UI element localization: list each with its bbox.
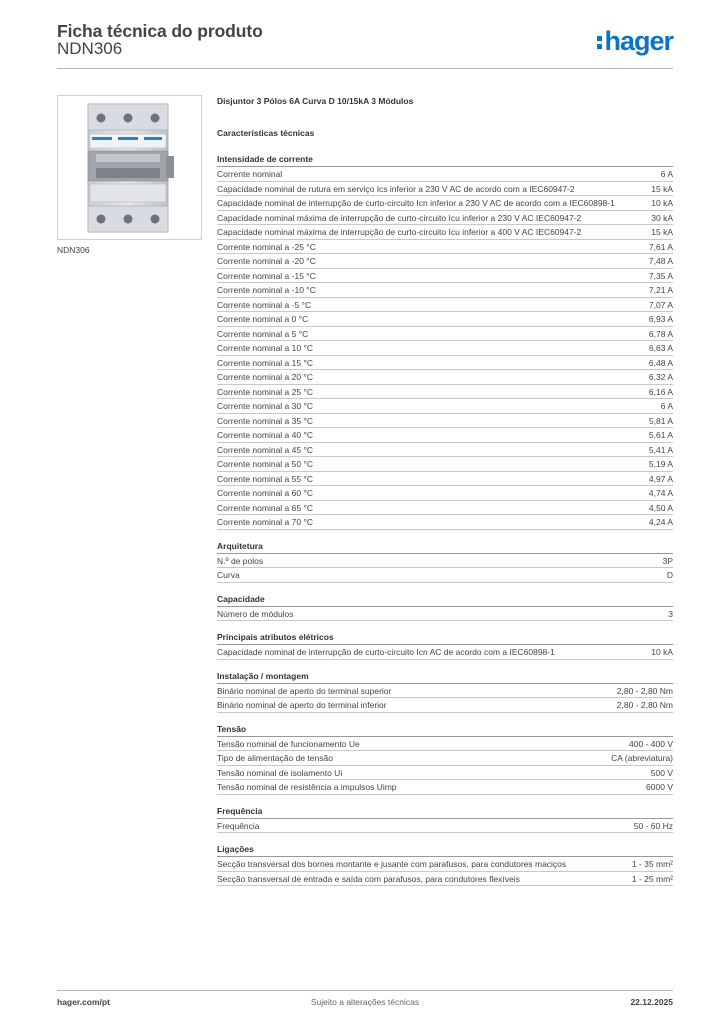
- product-code: NDN306: [57, 39, 123, 58]
- spec-label: Curva: [217, 570, 240, 580]
- spec-row: [217, 182, 673, 197]
- section-title: Capacidade: [217, 594, 673, 607]
- spec-value: D: [666, 570, 673, 580]
- spec-value: 400 - 400 V: [629, 738, 673, 749]
- spec-value: 2,80 - 2,80 Nm: [616, 700, 673, 710]
- spec-label: Tensão nominal de funcionamento Ue: [217, 738, 360, 749]
- spec-value: 6,93 A: [648, 314, 673, 324]
- spec-label: Capacidade nominal de interrupção de curto-circuito Icn inferior a 230 V AC de acordo com a IEC60898-1: [217, 198, 615, 208]
- doc-title: Ficha técnica do produto: [57, 21, 263, 41]
- spec-label: Capacidade nominal de interrupção de curto-circuito Icn AC de acordo com a IEC60898-1: [217, 647, 555, 657]
- spec-label: Capacidade nominal de rutura em serviço Ics inferior a 230 V AC de acordo com a IEC60947-2: [217, 183, 575, 194]
- spec-label: Corrente nominal a 60 °C: [217, 488, 314, 498]
- spec-value: 5,41 A: [648, 444, 673, 455]
- spec-label: Corrente nominal a 65 °C: [217, 502, 314, 513]
- spec-value: 6,63 A: [648, 343, 673, 353]
- spec-value: 15 kA: [651, 227, 673, 237]
- spec-row: [217, 472, 673, 487]
- spec-label: Corrente nominal a 0 °C: [217, 314, 309, 324]
- spec-row: [217, 645, 673, 660]
- spec-label: Corrente nominal a 35 °C: [217, 415, 314, 426]
- spec-label: Binário nominal de aperto do terminal inferior: [217, 700, 387, 710]
- spec-row: [217, 399, 673, 414]
- spec-sections: [217, 154, 673, 886]
- spec-row: [217, 443, 673, 458]
- spec-label: N.º de polos: [217, 555, 264, 566]
- spec-label: Corrente nominal a -20 °C: [217, 256, 316, 266]
- spec-value: 4,74 A: [648, 488, 673, 498]
- spec-row: [217, 554, 673, 569]
- circuit-breaker-icon: [58, 96, 201, 239]
- spec-row: [217, 819, 673, 834]
- spec-label: Capacidade nominal máxima de interrupção de curto-circuito Icu inferior a 230 V AC IEC60947-2: [217, 212, 582, 223]
- spec-row: [217, 254, 673, 269]
- spec-row: [217, 607, 673, 622]
- spec-row: [217, 780, 673, 795]
- spec-value: 50 - 60 Hz: [633, 820, 673, 831]
- spec-label: Número de módulos: [217, 608, 294, 619]
- spec-value: 3: [668, 608, 673, 619]
- spec-row: [217, 872, 673, 887]
- spec-value: 6,78 A: [648, 328, 673, 339]
- footer-website[interactable]: hager.com/pt: [57, 997, 110, 1007]
- spec-row: [217, 341, 673, 356]
- section-title: Arquitetura: [217, 541, 673, 554]
- spec-row: [217, 240, 673, 255]
- spec-label: Corrente nominal: [217, 169, 283, 179]
- spec-row: [217, 766, 673, 781]
- spec-value: 7,61 A: [648, 241, 673, 252]
- spec-row: [217, 269, 673, 284]
- spec-row: [217, 385, 673, 400]
- spec-label: Tensão nominal de resistência a impulsos Uimp: [217, 782, 397, 792]
- spec-value: 6 A: [660, 401, 673, 411]
- spec-row: [217, 751, 673, 766]
- spec-label: Tipo de alimentação de tensão: [217, 753, 333, 763]
- spec-row: [217, 501, 673, 516]
- spec-row: [217, 167, 673, 182]
- spec-label: Corrente nominal a 25 °C: [217, 386, 314, 397]
- spec-label: Corrente nominal a 45 °C: [217, 444, 314, 455]
- spec-value: 10 kA: [651, 647, 673, 657]
- section-title: Frequência: [217, 806, 673, 819]
- spec-label: Corrente nominal a 40 °C: [217, 430, 314, 440]
- spec-section: [217, 594, 673, 622]
- spec-value: 6 A: [660, 169, 673, 179]
- spec-value: 2,80 - 2,80 Nm: [616, 685, 673, 696]
- spec-label: Corrente nominal a 5 °C: [217, 328, 309, 339]
- page-header: [57, 20, 673, 70]
- spec-label: Corrente nominal a -5 °C: [217, 299, 312, 310]
- spec-section: [217, 632, 673, 660]
- spec-label: Tensão nominal de isolamento Ui: [217, 767, 343, 778]
- footer-date: 22.12.2025: [630, 997, 673, 1007]
- spec-row: [217, 283, 673, 298]
- spec-section: [217, 844, 673, 886]
- spec-label: Capacidade nominal máxima de interrupção de curto-circuito Icu inferior a 400 V AC IEC60947-2: [217, 227, 582, 237]
- spec-label: Corrente nominal a 55 °C: [217, 473, 314, 484]
- spec-row: [217, 327, 673, 342]
- spec-row: [217, 414, 673, 429]
- spec-section: [217, 154, 673, 530]
- product-image: [57, 95, 202, 240]
- section-title: Principais atributos elétricos: [217, 632, 673, 645]
- spec-row: [217, 857, 673, 872]
- spec-row: [217, 211, 673, 226]
- spec-section: [217, 541, 673, 583]
- spec-value: 500 V: [650, 767, 673, 778]
- image-caption: NDN306: [57, 245, 90, 255]
- spec-value: 15 kA: [651, 183, 673, 194]
- spec-value: 5,81 A: [648, 415, 673, 426]
- spec-value: 3P: [662, 555, 673, 566]
- spec-content: [217, 95, 673, 897]
- spec-label: Binário nominal de aperto do terminal superior: [217, 685, 392, 696]
- spec-section: [217, 671, 673, 713]
- spec-row: [217, 684, 673, 699]
- spec-value: 7,48 A: [648, 256, 673, 266]
- spec-value: 7,35 A: [648, 270, 673, 281]
- spec-value: 5,19 A: [648, 459, 673, 469]
- spec-label: Corrente nominal a 10 °C: [217, 343, 314, 353]
- spec-row: [217, 356, 673, 371]
- spec-row: [217, 298, 673, 313]
- spec-label: Secção transversal de entrada e saída com parafusos, para condutores flexíveis: [217, 873, 520, 884]
- spec-row: [217, 515, 673, 530]
- spec-value: 6000 V: [646, 782, 673, 792]
- spec-label: Corrente nominal a 70 °C: [217, 517, 314, 527]
- hager-logo: [597, 26, 673, 56]
- spec-value: 1 - 25 mm²: [631, 873, 673, 884]
- spec-row: [217, 457, 673, 472]
- footer-divider: [57, 990, 673, 991]
- spec-row: [217, 698, 673, 713]
- spec-value: 7,07 A: [648, 299, 673, 310]
- spec-label: Corrente nominal a -25 °C: [217, 241, 316, 252]
- spec-value: 1 - 35 mm²: [631, 859, 673, 869]
- spec-value: 7,21 A: [648, 285, 673, 295]
- spec-value: 10 kA: [651, 198, 673, 208]
- spec-label: Corrente nominal a -10 °C: [217, 285, 316, 295]
- spec-row: [217, 196, 673, 211]
- footer-disclaimer: Sujeito a alterações técnicas: [310, 997, 420, 1007]
- spec-value: 4,50 A: [648, 502, 673, 513]
- section-title: Tensão: [217, 724, 673, 737]
- spec-value: 6,32 A: [648, 372, 673, 382]
- spec-row: [217, 737, 673, 752]
- spec-row: [217, 225, 673, 240]
- spec-row: [217, 486, 673, 501]
- characteristics-title: Características técnicas: [217, 128, 315, 138]
- spec-section: [217, 724, 673, 795]
- spec-row: [217, 312, 673, 327]
- spec-label: Corrente nominal a 15 °C: [217, 357, 314, 368]
- section-title: Ligações: [217, 844, 673, 857]
- section-title: Instalação / montagem: [217, 671, 673, 684]
- spec-label: Secção transversal dos bornes montante e jusante com parafusos, para condutores maciços: [217, 859, 567, 869]
- spec-row: [217, 568, 673, 583]
- logo-text: hager: [604, 25, 673, 56]
- spec-value: 6,16 A: [648, 386, 673, 397]
- section-title: Intensidade de corrente: [217, 154, 673, 167]
- spec-row: [217, 370, 673, 385]
- spec-value: 4,24 A: [648, 517, 673, 527]
- product-description: Disjuntor 3 Pólos 6A Curva D 10/15kA 3 Módulos: [217, 96, 414, 106]
- spec-label: Corrente nominal a 20 °C: [217, 372, 314, 382]
- logo-colon-icon: [597, 29, 602, 53]
- spec-label: Corrente nominal a 30 °C: [217, 401, 314, 411]
- spec-value: 6,48 A: [648, 357, 673, 368]
- spec-label: Frequência: [217, 820, 260, 831]
- spec-value: 4,97 A: [648, 473, 673, 484]
- header-divider: [57, 68, 673, 69]
- spec-value: 30 kA: [651, 212, 673, 223]
- spec-label: Corrente nominal a -15 °C: [217, 270, 316, 281]
- spec-value: 5,61 A: [648, 430, 673, 440]
- spec-row: [217, 428, 673, 443]
- spec-value: CA (abreviatura): [611, 753, 673, 763]
- spec-section: [217, 806, 673, 834]
- spec-label: Corrente nominal a 50 °C: [217, 459, 314, 469]
